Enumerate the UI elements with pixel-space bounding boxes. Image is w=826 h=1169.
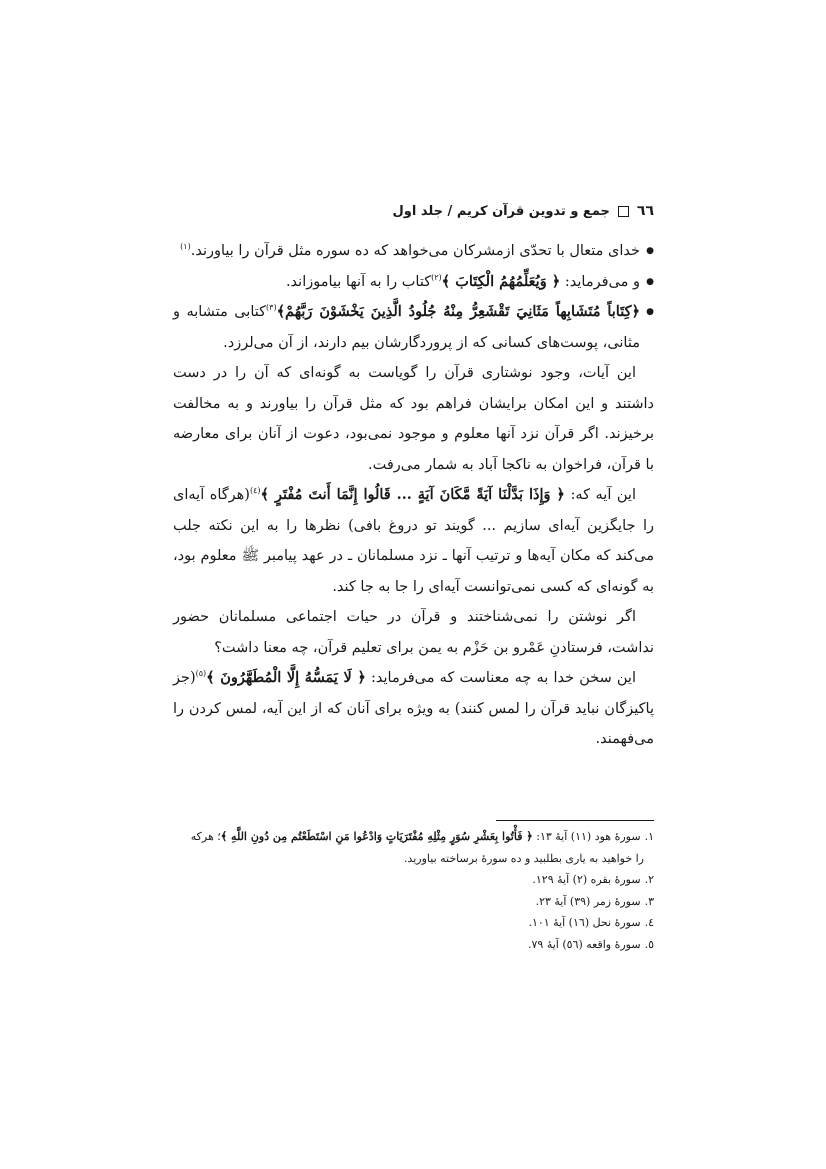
paragraph-text: (هرگاه آیه‌ای را جایگزین آیه‌ای سازیم ... گویند تو دروغ بافی) نظرها را به این نکته جلب می‌کند که مکان آیه‌ها و ترتیب آنها ـ نزد مسلمانان ـ در عهد پیامبر ﷺ معلوم بود، به گونه‌ای که کسی نمی‌توانست آیه‌ای را جا به جا کند. [173,487,654,595]
footnote-number: ٤. [644,916,654,929]
quran-verse: ﴿ وَيُعَلِّمُهُمُ الْكِتَابَ ﴾ [441,272,561,290]
bullet-item [173,297,654,358]
bullet-item [173,236,654,267]
running-title: جمع و تدوین قرآن کریم / جلد اول [392,203,610,219]
footnotes [173,826,654,955]
footnote-item [173,912,654,934]
paragraph-text: (جز پاکیزگان نباید قرآن را لمس کنند) به ویژه برای آنان که از این آیه، لمس کردن را می‌فهمند. [173,670,654,747]
paragraph [173,663,654,755]
bullet-text: خدای متعال با تحدّی ازمشرکان می‌خواهد که ده سوره مثل قرآن را بیاورند. [190,243,640,259]
footnote-suffix: ؛ هرکه [190,830,221,843]
footnote-ref: (۱) [180,242,191,252]
footnote-item [173,934,654,956]
footnote-ref: (۳) [266,303,277,313]
footnote-source: سورهٔ هود (۱۱) آیهٔ ۱۳: [532,830,641,843]
footnote-item [173,869,654,891]
footnote-number: ۱. [644,830,654,843]
footnote-text: سورهٔ زمر (۳۹) آیهٔ ۲۳. [535,894,641,908]
footnote-ref: (۲) [431,272,442,282]
quran-verse: ﴿ لَا يَمَسُّهُ إِلَّا الْمُطَهَّرُونَ ﴾ [206,669,366,686]
bullet-item [173,267,654,298]
footnote-text: سورهٔ واقعه (٥٦) آیهٔ ۷۹. [528,937,641,951]
footnote-item [173,826,654,848]
square-icon [618,206,629,217]
footnote-number: ٥. [644,937,654,951]
bullet-text: و می‌فرماید: [560,273,640,290]
paragraph: این آیات، وجود نوشتاری قرآن را گویاست به گونه‌ای که آن را در دست داشتند و این امکان برایشان فراهم بود که مثل قرآن را بیاورند و به مخالفت برخیزند. اگر قرآن نزد آنها معلوم و موجود نمی‌بود، دعوت از آنان برای معارضه با قرآن، فراخوان به ناکجا آباد به شمار می‌رفت. [173,365,654,473]
footnote-text: سورهٔ بقره (۲) آیهٔ ۱۲۹. [532,873,641,886]
paragraph [173,480,654,602]
footnote-divider [496,820,654,821]
footnote-text [191,826,641,848]
running-header [174,200,654,222]
footnote-ref: (٤) [249,486,261,496]
bullet-text: کتابی متشابه و مثانی، پوست‌های کسانی که از پروردگارشان بیم دارند، از آن می‌لرزد. [173,304,640,351]
quran-verse: ﴿كِتَاباً مُتَشَابِهاً مَثَانِيَ تَقْشَعِرُّ مِنْهُ جُلُودُ الَّذِينَ يَخْشَوْنَ رَبَّهُمْ﴾ [276,303,640,320]
footnote-ref: (٥) [195,669,207,679]
bullet-text: کتاب را به آنها بیاموزاند. [285,273,432,290]
footnote-number: ۳. [644,894,654,908]
footnote-text: سورهٔ نحل (۱٦) آیهٔ ۱۰۱. [528,916,641,929]
footnote-continuation: را خواهید به یاری بطلبید و ده سورهٔ برساخته بیاورید. [403,851,644,865]
main-text [173,236,654,755]
paragraph-text: این آیه که: [564,487,636,503]
page-number: ٦٦ [636,203,654,219]
footnote-number: ۲. [644,873,654,886]
paragraph: اگر نوشتن را نمی‌شناختند و قرآن در حیات اجتماعی مسلمانان حضور نداشت، فرستادنِ عَمْرو بن حَزْم به یمن برای تعلیم قرآن، چه معنا داشت؟ [173,609,654,656]
paragraph-text: این سخن خدا به چه معناست که می‌فرماید: [365,670,636,686]
quran-verse: ﴿ وَإِذَا بَدَّلْنَا آيَةً مَّكَانَ آيَةٍ ... قَالُوا إِنَّمَا أَنتَ مُفْتَرٍ ﴾ [260,486,565,503]
quran-verse: ﴿ فَأْتُوا بِعَشْرِ سُوَرٍ مِثْلِهِ مُفْتَرَيَاتٍ وَادْعُوا مَنِ اسْتَطَعْتُم مِن دُونِ اللَّهِ ﴾ [220,830,533,843]
footnote-item [173,891,654,913]
